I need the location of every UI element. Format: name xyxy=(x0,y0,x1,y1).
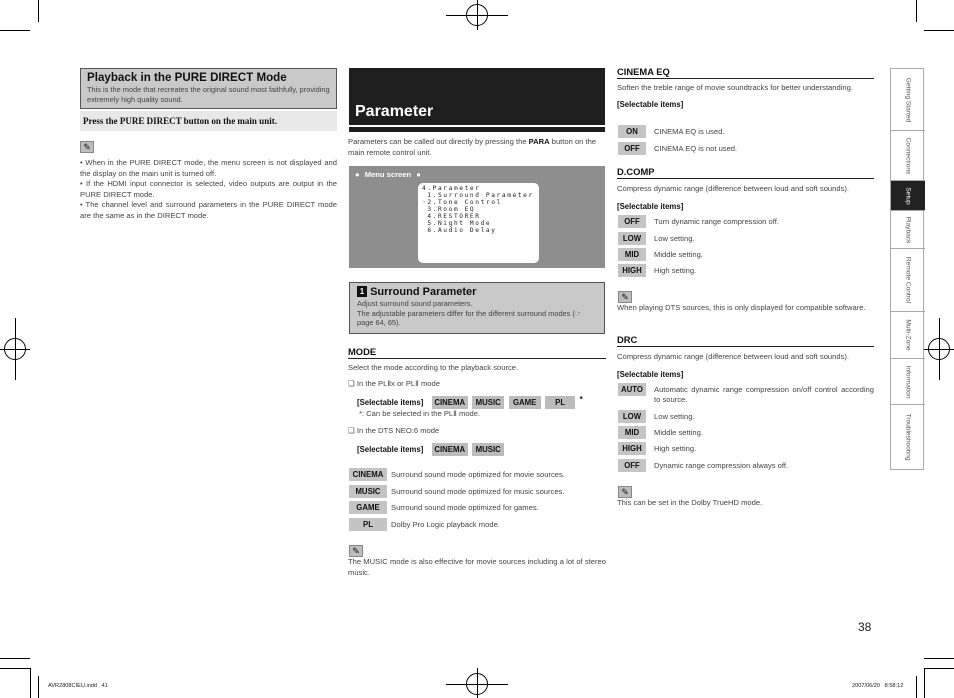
surround-desc-line2: The adjustable parameters differ for the different surround modes (☞page 64, 65). xyxy=(357,308,582,328)
dcomp-desc: Compress dynamic range (difference between loud and soft sounds). xyxy=(617,184,850,193)
cinema-eq-heading: CINEMA EQ xyxy=(617,66,874,79)
dcomp-heading: D.COMP xyxy=(617,166,874,179)
selectable-label: [Selectable items] xyxy=(617,369,684,379)
circle-bullet-icon: ● xyxy=(355,170,360,179)
surround-title: Surround Parameter xyxy=(370,286,477,298)
dcomp-note: When playing DTS sources, this is only displayed for compatible software. xyxy=(617,303,866,312)
menu-line: 6.Audio Delay xyxy=(422,227,497,234)
def-text: CINEMA EQ is not used. xyxy=(654,144,738,153)
page-number: 38 xyxy=(858,620,872,634)
mode-note: The MUSIC mode is also effective for movie sources including a lot of stereo music. xyxy=(348,557,606,577)
chip: MUSIC xyxy=(472,396,504,409)
para-key: PARA xyxy=(528,137,550,146)
menu-screen-panel xyxy=(349,166,605,268)
pure-direct-instruction: Press the PURE DIRECT button on the main unit. xyxy=(80,111,337,131)
def-key: PL xyxy=(349,518,387,531)
cinema-eq-section xyxy=(617,66,874,109)
circle-bullet-icon: ● xyxy=(416,170,421,179)
tab-playback[interactable] xyxy=(891,211,925,249)
tab-information[interactable] xyxy=(891,359,925,405)
section-number: 1 xyxy=(357,286,367,297)
menu-line: 4.Parameter xyxy=(422,185,481,192)
section-tabs xyxy=(890,68,924,470)
def-key: OFF xyxy=(618,215,646,228)
tab-label: Setup xyxy=(904,186,912,205)
tab-label: Playback xyxy=(904,216,912,243)
plii-items-row xyxy=(357,392,606,406)
selectable-label: [Selectable items] xyxy=(617,201,684,211)
pure-direct-box xyxy=(80,68,337,109)
def-text: Surround sound mode optimized for music sources. xyxy=(391,487,565,496)
intro-text-end: button on the main remote control unit. xyxy=(348,137,597,157)
def-key: MID xyxy=(618,248,646,261)
pure-direct-title: Playback in the PURE DIRECT Mode xyxy=(87,71,287,84)
drc-section xyxy=(617,334,874,379)
mode-desc: Select the mode according to the playback source. xyxy=(348,363,519,372)
def-key: AUTO xyxy=(618,383,646,396)
cinema-eq-desc: Soften the treble range of movie soundtracks for better understanding. xyxy=(617,83,853,92)
def-key: GAME xyxy=(349,501,387,514)
def-text: Low setting. xyxy=(654,234,695,243)
def-key: OFF xyxy=(618,459,646,472)
def-text: Dynamic range compression always off. xyxy=(654,461,789,470)
dcomp-section xyxy=(617,166,874,211)
def-text: Dolby Pro Logic playback mode. xyxy=(391,520,500,529)
chip: MUSIC xyxy=(472,443,504,456)
tab-label: Information xyxy=(904,365,912,398)
footer-datetime: 2007/06/20 8:58:12 xyxy=(852,683,904,689)
menu-line: 5.Night Mode xyxy=(422,220,492,227)
surround-parameter-box xyxy=(349,282,605,334)
def-text: Low setting. xyxy=(654,412,695,421)
tab-troubleshooting[interactable] xyxy=(891,405,925,469)
pencil-note-icon: ✎ xyxy=(349,545,363,557)
menu-line: ☞2.Tone Control xyxy=(422,199,502,206)
neo-items-row xyxy=(357,439,606,453)
list-item: • The channel level and surround parameters in the PURE DIRECT mode are the same as in the DIRECT mode. xyxy=(80,200,337,220)
menu-line: 3.Room EQ xyxy=(422,206,476,213)
chip: PL xyxy=(545,396,575,409)
footer-file: AVR2808CIEU.indd 41 xyxy=(48,683,108,689)
drc-items xyxy=(618,383,875,475)
surround-desc-line1: Adjust surround sound parameters. xyxy=(357,299,473,308)
tab-multi-zone[interactable] xyxy=(891,312,925,359)
selectable-label: [Selectable items] xyxy=(357,398,424,407)
pencil-note-icon: ✎ xyxy=(618,291,632,303)
def-key: MID xyxy=(618,426,646,439)
def-text: Middle setting. xyxy=(654,428,703,437)
selectable-label: [Selectable items] xyxy=(617,99,684,109)
tab-remote-control[interactable] xyxy=(891,249,925,312)
def-text: Middle setting. xyxy=(654,250,703,259)
pencil-note-icon: ✎ xyxy=(618,486,632,498)
tab-getting-started[interactable] xyxy=(891,69,925,131)
menu-screen-label: Menu screen xyxy=(364,170,412,179)
pure-direct-notes xyxy=(80,158,337,221)
def-key: OFF xyxy=(618,142,646,155)
tab-setup[interactable] xyxy=(891,181,925,211)
def-text: CINEMA EQ is used. xyxy=(654,127,725,136)
pencil-note-icon: ✎ xyxy=(80,141,94,153)
parameter-header xyxy=(349,68,605,125)
def-text: Automatic dynamic range compression on/off control according to source. xyxy=(654,385,874,404)
menu-screen xyxy=(418,183,539,263)
plii-footnote: *: Can be selected in the PLⅡ mode. xyxy=(359,409,481,418)
menu-screen-label-row xyxy=(355,170,421,179)
chip: CINEMA xyxy=(432,396,468,409)
menu-line: 4.RESTORER xyxy=(422,213,481,220)
surround-title-row xyxy=(357,285,597,299)
tab-label: Multi-Zone xyxy=(904,319,912,351)
def-key: LOW xyxy=(618,232,646,245)
tab-label: Connections xyxy=(904,137,912,174)
mode-definitions xyxy=(349,468,605,548)
drc-heading: DRC xyxy=(617,334,874,347)
plii-label: ❑ In the PLⅡx or PLⅡ mode xyxy=(348,378,440,388)
list-item: • When in the PURE DIRECT mode, the menu screen is not displayed and the display on the main unit is turned off. xyxy=(80,158,337,178)
pure-direct-desc: This is the mode that recreates the original sound most faithfully, providing extremely high quality sound. xyxy=(87,85,330,104)
drc-desc: Compress dynamic range (difference between loud and soft sounds). xyxy=(617,352,850,361)
menu-line: 1.Surround Parameter xyxy=(422,192,534,199)
pure-direct-section xyxy=(80,68,337,221)
chip: GAME xyxy=(509,396,541,409)
def-text: High setting. xyxy=(654,266,697,275)
asterisk: * xyxy=(579,395,583,404)
parameter-intro xyxy=(348,137,606,158)
def-key: CINEMA xyxy=(349,468,387,481)
intro-text: Parameters can be called out directly by pressing the xyxy=(348,137,529,146)
def-text: High setting. xyxy=(654,444,697,453)
def-text: Turn dynamic range compression off. xyxy=(654,217,779,226)
def-key: HIGH xyxy=(618,442,646,455)
parameter-header-rule xyxy=(349,127,605,132)
def-key: HIGH xyxy=(618,264,646,277)
page-title: Parameter xyxy=(355,103,434,120)
tab-label: Remote Control xyxy=(904,256,912,304)
list-item: • If the HDMI input connector is selected, video outputs are output in the PURE DIRECT mode. xyxy=(80,179,337,199)
mode-heading: MODE xyxy=(348,346,606,359)
drc-note: This can be set in the Dolby TrueHD mode. xyxy=(617,498,763,507)
tab-label: Troubleshooting xyxy=(904,413,912,461)
mode-section xyxy=(348,346,606,453)
tab-label: Getting Started xyxy=(904,77,912,122)
def-key: MUSIC xyxy=(349,485,387,498)
neo-label: ❑ In the DTS NEO:6 mode xyxy=(348,425,440,435)
selectable-label: [Selectable items] xyxy=(357,445,424,454)
chip: CINEMA xyxy=(432,443,468,456)
def-text: Surround sound mode optimized for games. xyxy=(391,503,539,512)
def-text: Surround sound mode optimized for movie sources. xyxy=(391,470,565,479)
cinema-eq-items xyxy=(618,125,875,159)
dcomp-items xyxy=(618,215,875,281)
def-key: ON xyxy=(618,125,646,138)
def-key: LOW xyxy=(618,410,646,423)
tab-connections[interactable] xyxy=(891,131,925,181)
